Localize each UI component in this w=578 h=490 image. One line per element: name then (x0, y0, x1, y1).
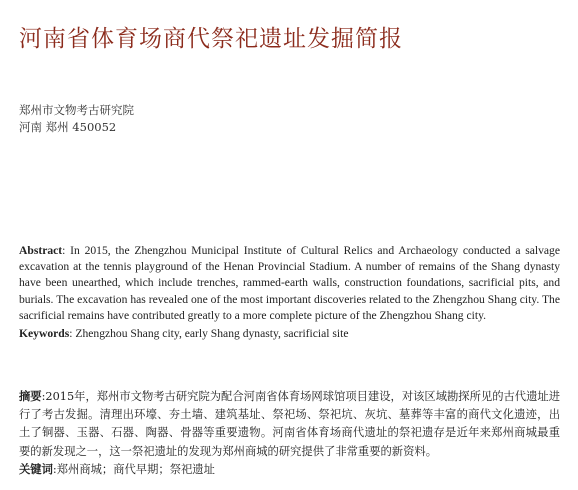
author-affiliation (19, 102, 419, 136)
abstract-zh-separator: : (41, 390, 46, 403)
abstract-en-paragraph (19, 243, 560, 324)
abstract-en-separator: : (62, 244, 71, 257)
keywords-en-text: Zhengzhou Shang city, early Shang dynasty, sacrificial site (75, 327, 349, 341)
english-abstract-block (19, 243, 560, 342)
affiliation-institution: 郑州市文物考古研究院 (19, 103, 134, 117)
keywords-en-label: Keywords (19, 327, 70, 341)
affiliation-location: 河南 郑州 450052 (19, 120, 117, 134)
abstract-en-label: Abstract (19, 244, 63, 257)
chinese-abstract-block (19, 388, 560, 479)
keywords-zh-label: 关键词 (19, 462, 53, 476)
keywords-en-separator: : (69, 327, 76, 341)
abstract-zh-text: 2015年，郑州市文物考古研究院为配合河南省体育场网球馆项目建设，对该区域勘探所见的古代遗址进行了考古发掘。清理出环壕、夯土墙、建筑基址、祭祀场、祭祀坑、灰坑、墓葬等丰富的商代文化遗迹，出土了铜器、玉器、石器、陶器、骨器等重要遗物。河南省体育场商代遗址的祭祀遗存是近年来郑州商城最重要的新发现之一，这一祭祀遗址的发现为郑州商城的研究提供了非常重要的新资料。 (19, 390, 560, 458)
keywords-zh-paragraph (19, 461, 560, 479)
keywords-en-paragraph (19, 326, 560, 342)
abstract-zh-paragraph (19, 388, 560, 461)
article-title: 河南省体育场商代祭祀遗址发掘简报 (19, 26, 403, 52)
abstract-en-text: In 2015, the Zhengzhou Municipal Institute of Cultural Relics and Archaeology conducted a salvage excavation at the tennis playground of the Henan Provincial Stadium. A number of remains of the Shang dynasty have been unearthed, which include trenches, rammed-earth walls, construction foundations, sacrificial pits, and burials. The excavation has revealed one of the most important discoveries related to the Zhengzhou Shang city. The sacrificial remains have contributed greatly to a more complete picture of the Zhengzhou Shang city. (19, 244, 560, 322)
keywords-zh-text: 郑州商城；商代早期；祭祀遗址 (56, 462, 215, 476)
keywords-zh-separator: : (52, 462, 57, 476)
abstract-zh-label: 摘要 (19, 390, 42, 403)
